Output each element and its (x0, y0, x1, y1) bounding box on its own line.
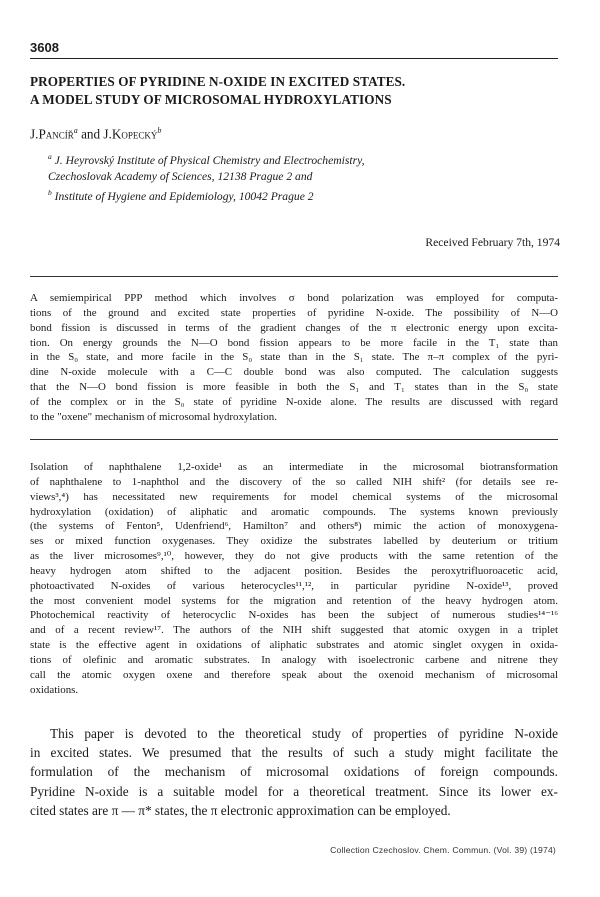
author-conjunction: and (77, 126, 104, 142)
intro-line: and of a recent review¹⁷. The authors of the NIH shift suggested that atomic oxygen in a triplet (30, 624, 558, 637)
main-line: formulation of the mechanism of microsomal oxidations of foreign compounds. (30, 764, 558, 780)
header-rule (30, 58, 558, 59)
title-line-2: A MODEL STUDY OF MICROSOMAL HYDROXYLATIONS (30, 92, 392, 107)
author-2-initial: J. (103, 126, 112, 142)
intro-line: heavy hydrogen atom shifted to the adjacent position. Besides the peroxytrifluoroacetic acid, (30, 564, 558, 577)
abstract-line: bond fission is discussed in terms of the gradient changes of the π electronic energy upon excita- (30, 321, 558, 334)
main-paragraph (30, 724, 558, 820)
intro-line: tions of olefinic and aromatic substrates. In analogy with isoelectronic carbene and nitrene they (30, 653, 558, 666)
author-2-affil-mark: b (157, 126, 162, 135)
title-line-1: PROPERTIES OF PYRIDINE N-OXIDE IN EXCITED STATES. (30, 74, 406, 89)
abstract (30, 291, 558, 425)
main-line: Pyridine N-oxide is a suitable model for a theoretical treatment. Since its lower ex- (30, 783, 558, 799)
affil-mark-a: a (48, 152, 52, 161)
author-1-surname: Pancíř (38, 126, 74, 142)
abstract-line: tions of the ground and excited state properties of pyridine N-oxide. The possibility of N—O (30, 306, 558, 319)
affiliation-line-3: Institute of Hygiene and Epidemiology, 10042 Prague 2 (51, 190, 314, 204)
intro-line: state is the effective agent in oxidations of aliphatic substrates and atomic singlet oxygen in oxida- (30, 639, 558, 652)
affiliation-line-2: Czechoslovak Academy of Sciences, 12138 Prague 2 and (48, 170, 313, 184)
affiliation-line-1: J. Heyrovský Institute of Physical Chemistry and Electrochemistry, (51, 153, 365, 167)
intro-line: Isolation of naphthalene 1,2-oxide¹ as an intermediate in the microsomal biotransformation (30, 461, 558, 473)
intro-line: of naphthalene to 1-naphthol and the discovery of the so called NIH shift² (for details see re- (30, 475, 558, 488)
intro-line: Photochemical reactivity of heterocyclic N-oxides has been the subject of numerous studies¹⁴⁻¹⁶ (30, 609, 558, 622)
abstract-line: that the N—O bond fission is more feasible in both the S₁ and T₁ states than in the S₀ state (30, 381, 558, 394)
page-number: 3608 (30, 40, 59, 55)
introduction-paragraph (30, 460, 558, 698)
author-1-initial: J. (30, 126, 39, 142)
author-2-surname: Kopecký (111, 126, 158, 142)
author-1-affil-mark: a (73, 126, 78, 135)
abstract-line: of the complex or in the S₀ state of pyridine N-oxide alone. The results are discussed with regard (30, 395, 558, 408)
main-line: cited states are π — π* states, the π electronic approximation can be employed. (30, 802, 451, 818)
article-title (30, 73, 558, 109)
intro-line: as the liver microsomes⁹,¹⁰, however, they do not give products with the same retention of the (30, 550, 558, 563)
intro-line: photoactivated N-oxides of various heterocycles¹¹,¹², in particular pyridine N-oxide¹³, proved (30, 579, 558, 592)
intro-line: hydroxylation (oxidation) of aliphatic and aromatic compounds. The systems known previously (30, 505, 558, 518)
author-list (30, 126, 161, 142)
intro-line: the most convenient model systems for the migration and retention of the heavy hydrogen atom. (30, 594, 558, 607)
abstract-line: to the "oxene" mechanism of microsomal hydroxylation. (30, 410, 277, 423)
affil-mark-b: b (48, 188, 52, 198)
received-date: Received February 7th, 1974 (425, 236, 560, 249)
main-line: This paper is devoted to the theoretical study of properties of pyridine N-oxide (50, 726, 558, 741)
intro-line: (the systems of Fenton⁵, Udenfriend⁶, Hamilton⁷ and others⁸) mimic the action of monoxygena- (30, 520, 558, 533)
intro-line: ses or mixed function oxygenases. They oxidize the substrates labelled by deuterium or tritium (30, 535, 558, 548)
intro-line: views³,⁴) has necessitated new requirements for model chemical systems of the microsomal (30, 490, 558, 503)
abstract-bottom-rule (30, 439, 558, 440)
affiliation-b (48, 185, 365, 205)
affiliation-a (48, 149, 365, 169)
main-line: in excited states. We presumed that the results of such a study might facilitate the (30, 745, 558, 761)
intro-line: oxidations. (30, 683, 79, 696)
abstract-line: A semiempirical PPP method which involves σ bond polarization was employed for computa- (30, 292, 558, 304)
abstract-line: in the S₀ state, and more facile in the S₀ state than in the S₁ state. The π–π complex of the pyri- (30, 351, 558, 364)
abstract-line: tion. On energy grounds the N—O bond fission appears to be more facile in the T₁ state than (30, 336, 558, 349)
intro-line: call the atomic oxygen oxene and therefore speak about the oxenoid mechanism of microsomal (30, 668, 558, 681)
journal-footer: Collection Czechoslov. Chem. Commun. (Vol. 39) (1974) (330, 845, 556, 855)
affiliations (48, 149, 365, 206)
abstract-line: dine N-oxide molecule with a C—C double bond was also computed. The calculation suggests (30, 366, 558, 379)
abstract-top-rule (30, 276, 558, 277)
